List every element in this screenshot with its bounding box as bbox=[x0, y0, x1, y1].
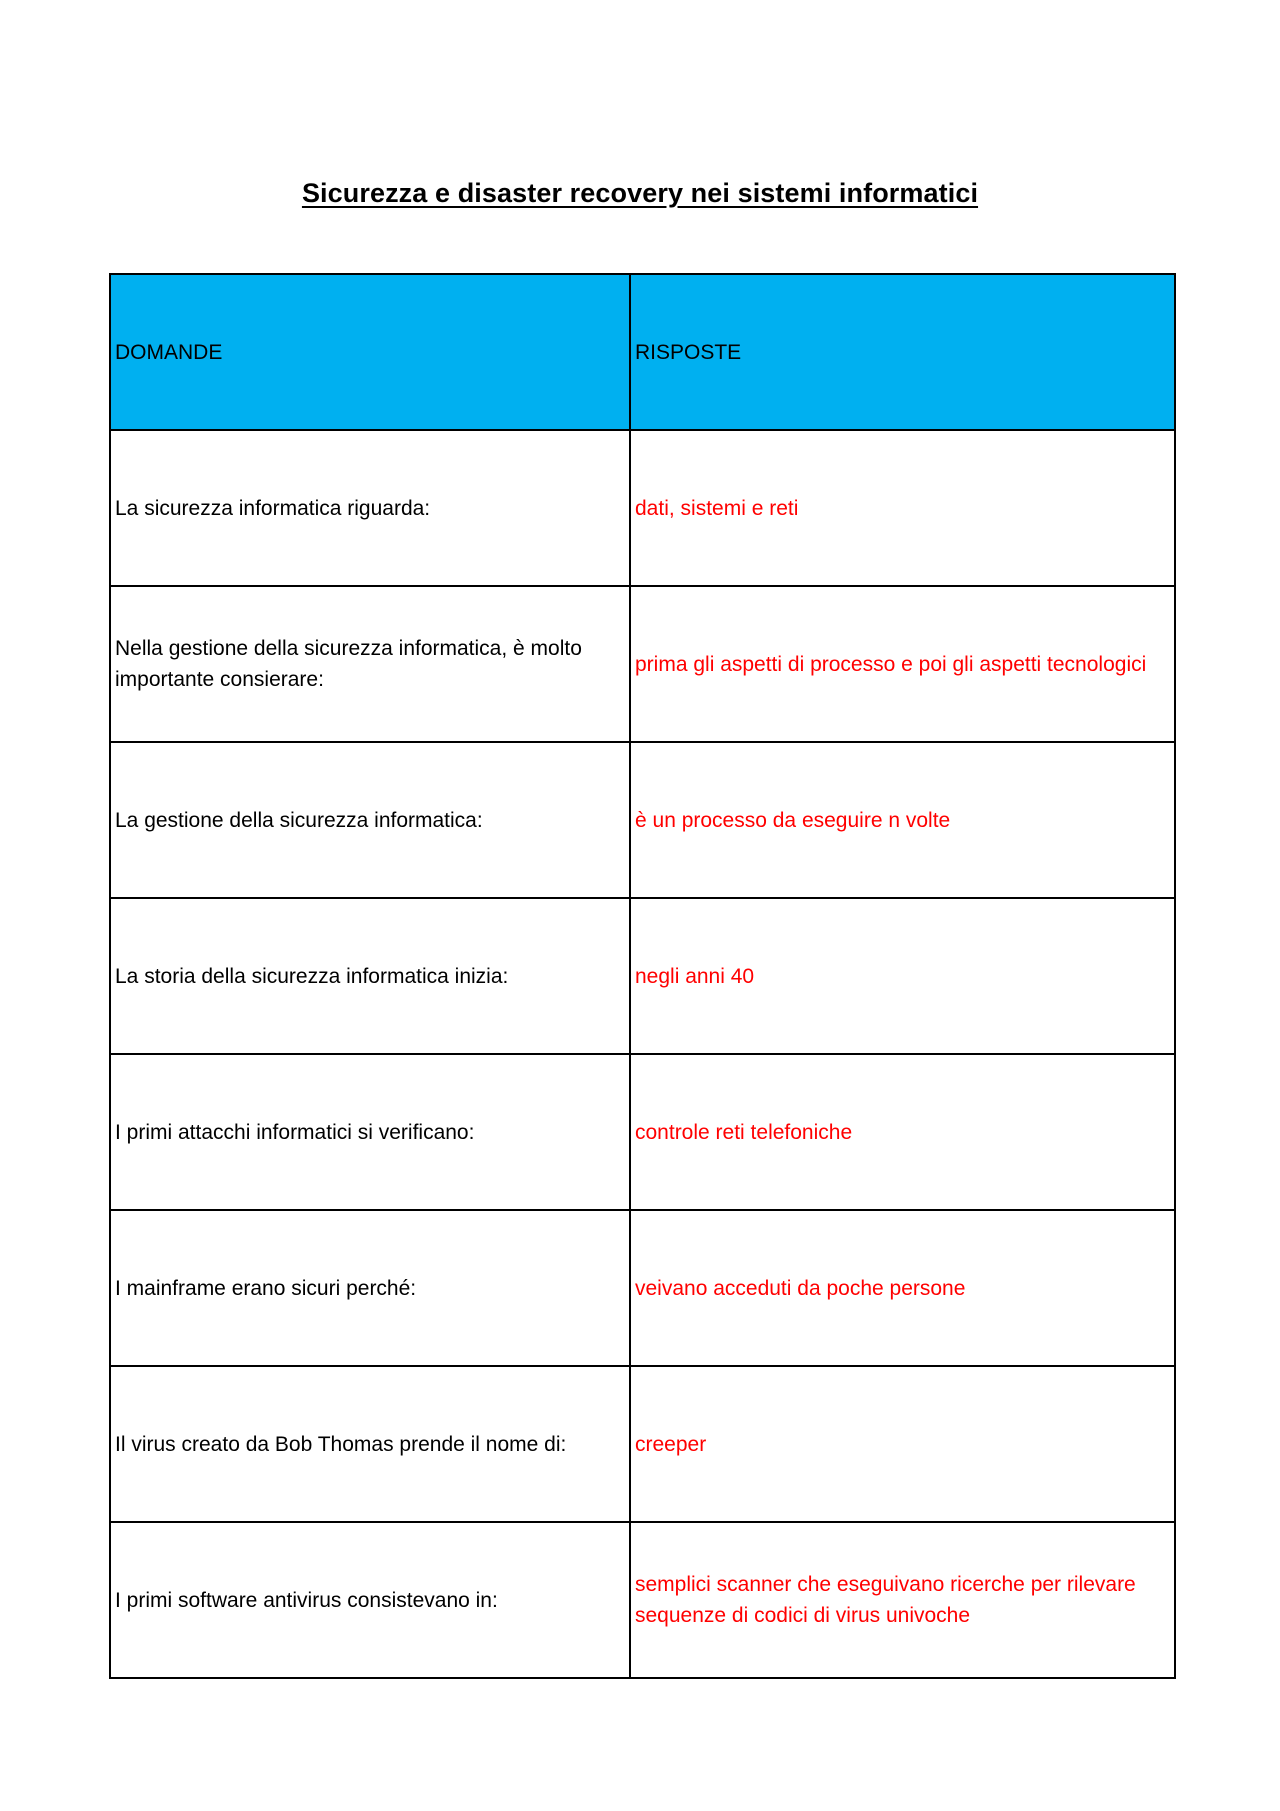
question-cell: La gestione della sicurezza informatica: bbox=[110, 742, 630, 898]
page-title: Sicurezza e disaster recovery nei sistemi informatici bbox=[301, 178, 979, 208]
table-row bbox=[110, 742, 1175, 898]
qa-table bbox=[109, 273, 1176, 1679]
answer-cell: è un processo da eseguire n volte bbox=[630, 742, 1175, 898]
question-cell: I primi software antivirus consistevano in: bbox=[110, 1522, 630, 1678]
question-cell: Il virus creato da Bob Thomas prende il nome di: bbox=[110, 1366, 630, 1522]
answer-cell: veivano acceduti da poche persone bbox=[630, 1210, 1175, 1366]
table-row bbox=[110, 1366, 1175, 1522]
table-row bbox=[110, 1054, 1175, 1210]
question-cell: I mainframe erano sicuri perché: bbox=[110, 1210, 630, 1366]
table-row bbox=[110, 1522, 1175, 1678]
table-header-row bbox=[110, 274, 1175, 430]
header-answers: RISPOSTE bbox=[630, 274, 1175, 430]
answer-cell: creeper bbox=[630, 1366, 1175, 1522]
question-cell: Nella gestione della sicurezza informatica, è molto importante consierare: bbox=[110, 586, 630, 742]
table-row bbox=[110, 1210, 1175, 1366]
answer-cell: negli anni 40 bbox=[630, 898, 1175, 1054]
table-row bbox=[110, 586, 1175, 742]
answer-cell: dati, sistemi e reti bbox=[630, 430, 1175, 586]
table-row bbox=[110, 430, 1175, 586]
answer-cell: controle reti telefoniche bbox=[630, 1054, 1175, 1210]
header-questions: DOMANDE bbox=[110, 274, 630, 430]
question-cell: La sicurezza informatica riguarda: bbox=[110, 430, 630, 586]
question-cell: I primi attacchi informatici si verificano: bbox=[110, 1054, 630, 1210]
question-cell: La storia della sicurezza informatica inizia: bbox=[110, 898, 630, 1054]
answer-cell: prima gli aspetti di processo e poi gli aspetti tecnologici bbox=[630, 586, 1175, 742]
table-row bbox=[110, 898, 1175, 1054]
answer-cell: semplici scanner che eseguivano ricerche per rilevare sequenze di codici di virus univoche bbox=[630, 1522, 1175, 1678]
